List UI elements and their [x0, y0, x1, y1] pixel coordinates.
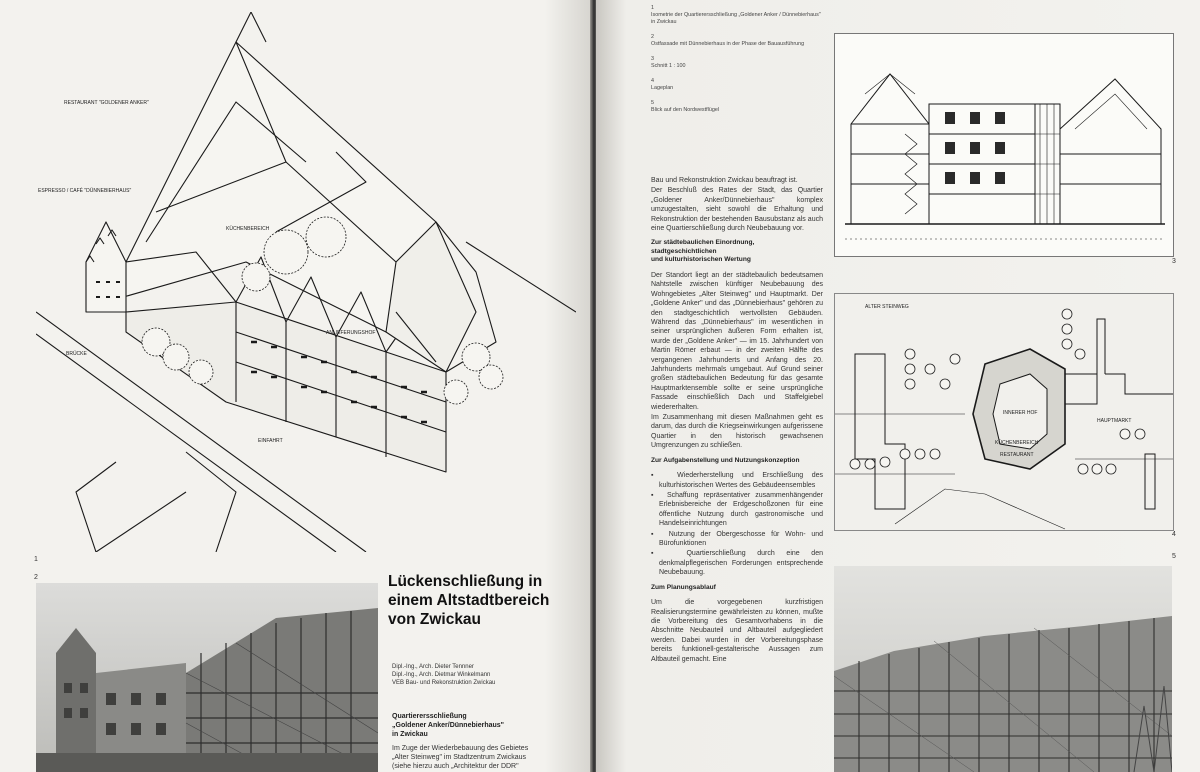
intro-paragraph: Der Beschluß des Rates der Stadt, das Quartier „Goldener Anker/Dünnebierhaus" komplex umzugestalten, sieht sowohl die Erhaltung und Rekonstruktion der bestehenden Bausubstanz als auch eine Quartierschließung durch Neubebauung vor.	[651, 187, 823, 233]
label-street-b: EINFAHRT	[258, 438, 283, 444]
isometric-drawing	[36, 12, 576, 552]
subheading-line: in Zwickau	[392, 731, 428, 738]
figure-number-2: 2	[34, 574, 38, 581]
headline-line: Lückenschließung in	[388, 573, 543, 590]
body-line: „Alter Steinweg" im Stadtzentrum Zwickaus	[392, 754, 526, 761]
label-espresso: ESPRESSO / CAFÉ "DÜNNEBIERHAUS"	[38, 188, 132, 194]
label-anlieferung: ANLIEFERUNGSHOF	[326, 330, 376, 336]
figure-number-5: 5	[1172, 553, 1176, 560]
label-street-a: BRÜCKE	[66, 351, 87, 357]
section-3-paragraph: Um die vorgegebenen kurzfristigen Realisierungstermine gewährleisten zu können, mußte die Vorbereitung des Gesamtvorhabens in die Abschnitte Neubauteil und Altbauteil aufgegliedert werden. Dabei wurden in der Vorbereitungsphase bereits funktionell-gestalterische Aussagen zum Altbauteil gemacht. Eine	[651, 599, 823, 663]
label-restaurant: RESTAURANT "GOLDENER ANKER"	[64, 100, 149, 106]
plan-label-e: RESTAURANT	[1000, 452, 1034, 458]
left-page	[0, 0, 592, 772]
section-heading-3: Zum Planungsablauf	[651, 583, 716, 591]
author-credits	[392, 663, 582, 687]
isometric-drawing-svg	[36, 12, 576, 552]
figure-number-3: 3	[1172, 258, 1176, 265]
right-page	[596, 0, 1200, 772]
label-kuechenbereich: KÜCHENBEREICH	[226, 226, 270, 232]
body-line: Im Zuge der Wiederbebauung des Gebietes	[392, 745, 529, 752]
plan-label-b: HAUPTMARKT	[1097, 418, 1132, 424]
list-item: ▪ Quartierschließung durch eine den denkmalpflegerischen Forderungen entsprechende Neubebauung.	[651, 549, 823, 577]
intro-paragraph: Bau und Rekonstruktion Zwickau beauftragt ist.	[651, 177, 798, 184]
caption-3: 3 Schnitt 1 : 100	[651, 56, 686, 69]
subheading-line: Quartierersschließung	[392, 713, 467, 720]
author-line: VEB Bau- und Rekonstruktion Zwickau	[392, 680, 496, 686]
site-plan-svg	[835, 294, 1173, 530]
northwest-wing-photo	[834, 566, 1172, 772]
figure-captions	[651, 5, 823, 122]
northwest-wing-photo-svg	[834, 566, 1172, 772]
author-line: Dipl.-Ing., Arch. Dietmar Winkelmann	[392, 672, 491, 678]
body-line: (siehe hierzu auch „Architektur der DDR"	[392, 763, 519, 770]
list-item: ▪ Wiederherstellung und Erschließung des kulturhistorischen Wertes des Gebäudeensembles	[651, 471, 823, 490]
headline-line: von Zwickau	[388, 611, 482, 628]
section-1-paragraph: Der Standort liegt an der städtebaulich bedeutsamen Nahtstelle zwischen künftiger Neubebauung des Wohngebietes „Alter Steinweg" und Hauptmarkt. Der „Goldene Anker" und das „Dünnebierhaus" gehören zu den stadtgeschichtlich wertvollsten Gebäuden. Während das „Dünnebierhaus" im wesentlichen in seiner ursprünglichen äußeren Form erhalten ist, wurde der „Goldene Anker" — im 15. Jahrhundert von Martin Römer erbaut — in der zweiten Hälfte des vergangenen Jahrhunderts und Anfang des 20. Jahrhunderts mehrmals umgebaut. Auf Grund seiner großen städtebaulichen Bedeutung für das gesamte Hauptmarktensemble sollte er seine ursprüngliche Fassade einschließlich Dach und Staffelgiebel wiedererhalten.	[651, 271, 823, 411]
list-item: ▪ Nutzung der Obergeschosse für Wohn- und Bürofunktionen	[651, 530, 823, 549]
section-heading-2: Zur Aufgabenstellung und Nutzungskonzeption	[651, 456, 800, 464]
caption-4: 4 Lageplan	[651, 78, 674, 91]
site-plan	[834, 293, 1174, 531]
plan-label-c: INNERER HOF	[1003, 410, 1038, 416]
caption-1: 1 Isometrie der Quartierersschließung „Goldener Anker / Dünnebierhaus" in Zwickau	[651, 5, 821, 25]
author-line: Dipl.-Ing., Arch. Dieter Tennner	[392, 664, 474, 670]
article-subheading	[392, 712, 582, 739]
list-item: ▪ Schaffung repräsentativer zusammenhängender Erlebnisbereiche der Erdgeschoßzonen für eine öffentliche Nutzung durch gastronomische und Handelseinrichtungen	[651, 491, 823, 529]
article-column	[651, 176, 823, 665]
article-headline	[388, 572, 578, 629]
task-list	[651, 471, 823, 577]
section-heading-1: Zur städtebaulichen Einordnung, stadtgeschichtlichen und kulturhistorischen Wertung	[651, 239, 755, 264]
figure-number-1: 1	[34, 556, 38, 563]
figure-number-4: 4	[1172, 531, 1176, 538]
caption-5: 5 Blick auf den Nordwestflügel	[651, 100, 720, 113]
subheading-line: „Goldener Anker/Dünnebierhaus"	[392, 722, 504, 729]
construction-photo	[36, 583, 378, 772]
caption-2: 2 Ostfassade mit Dünnebierhaus in der Phase der Bauausführung	[651, 34, 805, 47]
article-body-start	[392, 744, 576, 771]
section-drawing	[834, 33, 1174, 257]
section-1-paragraph: Im Zusammenhang mit diesen Maßnahmen geht es darum, das durch die Kriegseinwirkungen aufgerissene Quartier in den historisch gewachsenen Umgrenzungen zu schließen.	[651, 414, 823, 450]
plan-label-d: KÜCHENBEREICH	[995, 440, 1039, 446]
section-drawing-svg	[835, 34, 1173, 256]
plan-label-a: ALTER STEINWEG	[865, 304, 909, 310]
headline-line: einem Altstadtbereich	[388, 592, 550, 609]
construction-photo-svg	[36, 583, 378, 772]
